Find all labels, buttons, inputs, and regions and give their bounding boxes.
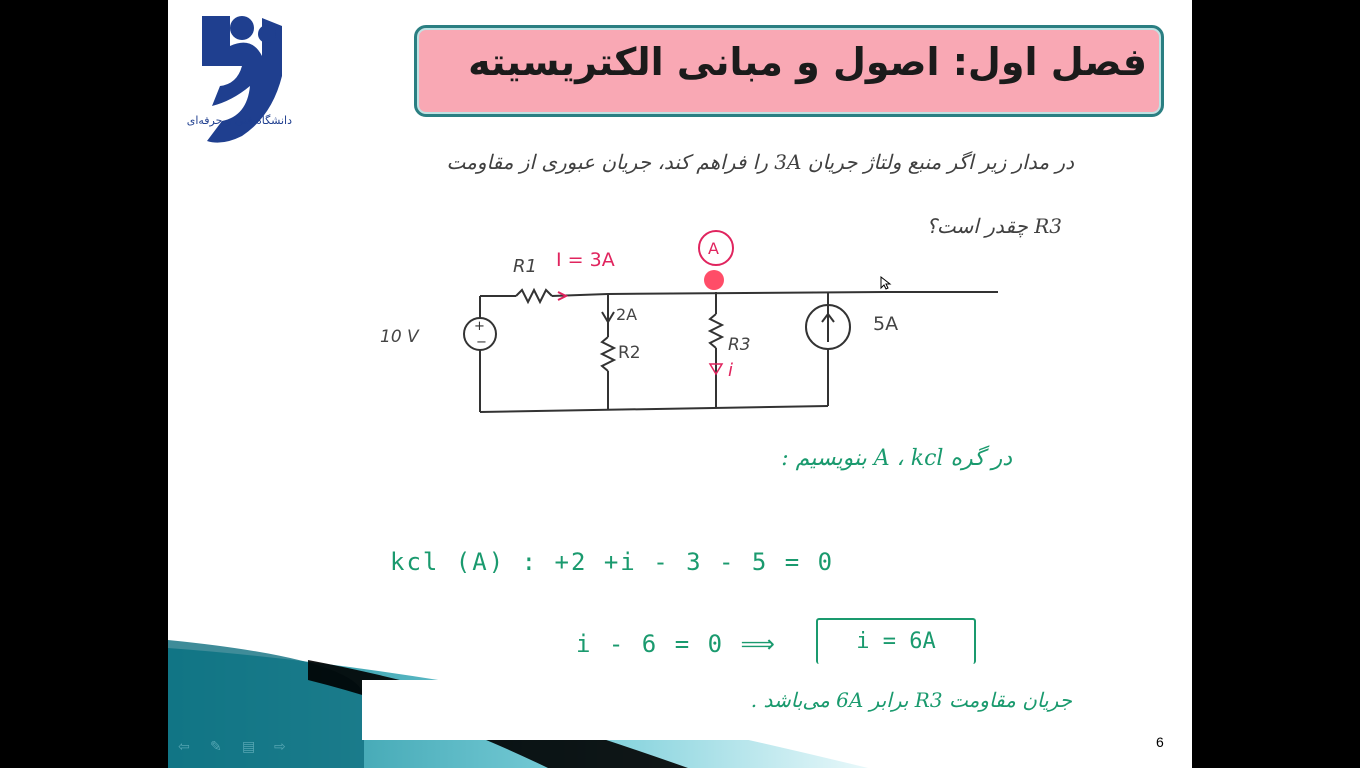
kcl-equation: kcl (A) : +2 +i - 3 - 5 = 0 bbox=[390, 548, 835, 576]
forward-icon[interactable]: ⇨ bbox=[274, 739, 286, 755]
current-source-label: 5A bbox=[873, 313, 899, 335]
boxed-answer: i = 6A bbox=[816, 618, 976, 664]
circuit-diagram bbox=[380, 222, 948, 432]
current-label: I = 3A bbox=[556, 249, 615, 271]
mouse-cursor-icon bbox=[880, 276, 894, 290]
plus-sign: + bbox=[474, 319, 485, 334]
node-a-label: A bbox=[708, 239, 719, 258]
question-line-2: R3 چقدر است؟ bbox=[926, 214, 1062, 238]
slide-nav bbox=[178, 740, 292, 754]
conclusion: جریان مقاومت R3 برابر 6A می‌باشد . bbox=[750, 688, 1072, 712]
r2-label: R2 bbox=[618, 343, 641, 363]
r3-current-label: i bbox=[728, 360, 734, 381]
slide bbox=[168, 0, 1192, 768]
slide-title-box bbox=[414, 25, 1164, 117]
question-line-1: در مدار زیر اگر منبع ولتاژ جریان 3A را فراهم کند، جریان عبوری از مقاومت bbox=[446, 150, 1074, 174]
r2-current-label: 2A bbox=[616, 305, 638, 324]
back-icon[interactable]: ⇦ bbox=[178, 739, 190, 755]
kcl-note: در گره A ، kcl بنویسیم : bbox=[781, 446, 1012, 471]
equation-2: i - 6 = 0 ⟹ bbox=[576, 630, 777, 658]
university-logo bbox=[186, 6, 312, 156]
logo-text: دانشگاه فنی و حرفه‌ای bbox=[186, 114, 292, 127]
slide-title: فصل اول: اصول و مبانی الکتریسیته bbox=[468, 40, 1147, 84]
r3-label: R3 bbox=[728, 335, 751, 355]
menu-icon[interactable]: ▤ bbox=[242, 739, 256, 755]
r1-label: R1 bbox=[513, 256, 537, 277]
minus-sign: − bbox=[476, 335, 487, 350]
page-number: 6 bbox=[1156, 734, 1164, 750]
pen-icon[interactable]: ✎ bbox=[210, 739, 222, 755]
source-voltage-label: 10 V bbox=[380, 327, 419, 347]
